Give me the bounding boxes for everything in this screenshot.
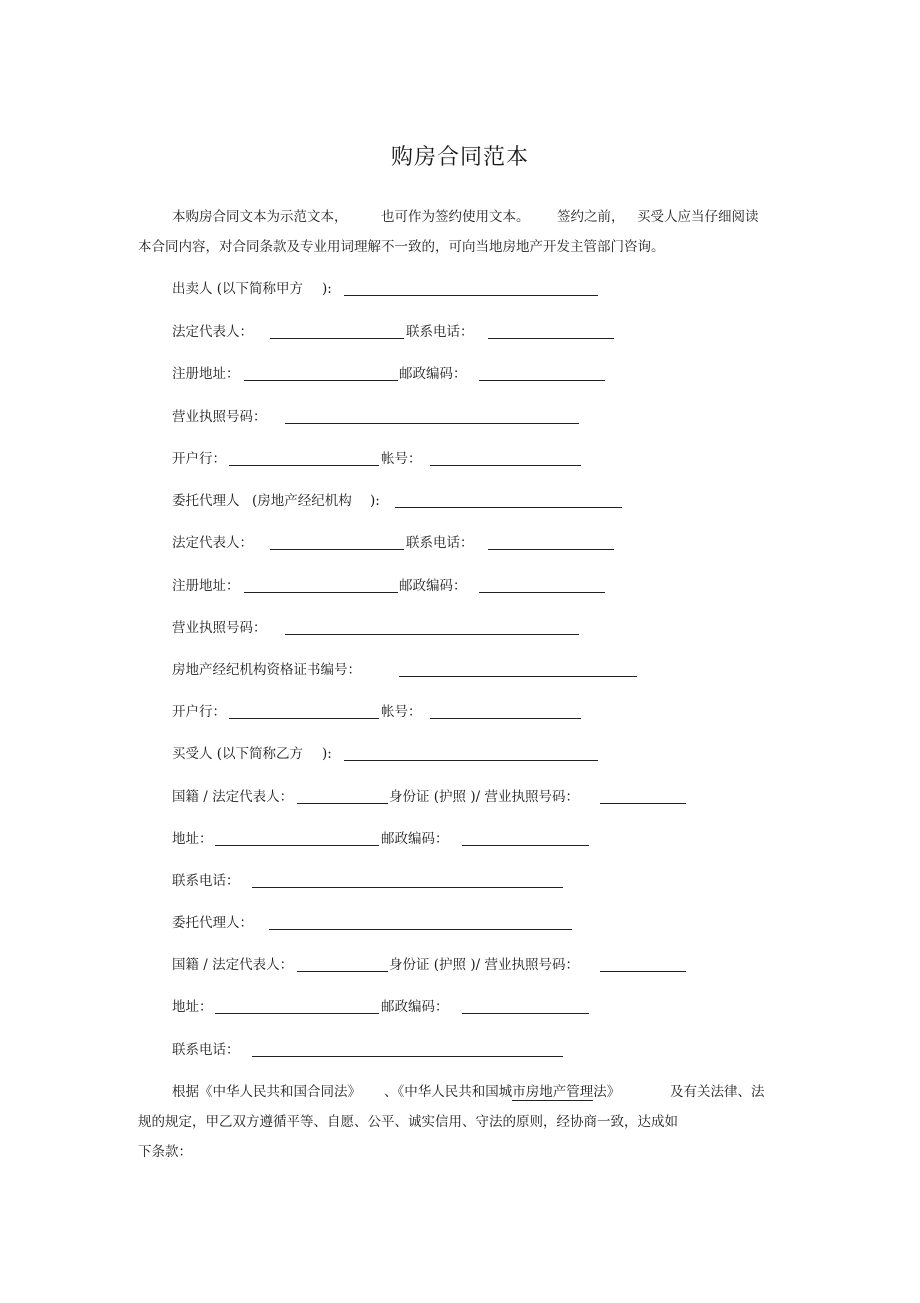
reg-address-line-2[interactable] (244, 592, 398, 593)
agent-person-line[interactable] (269, 929, 572, 930)
intro-text-1a: 本购房合同文本为示范文本， (172, 209, 348, 225)
contact-phone-label-4: 联系电话： (172, 1042, 240, 1058)
contact-phone-label-3: 联系电话： (172, 873, 240, 889)
intro-text-1c: 签约之前， (557, 209, 625, 225)
closing-text-1d: 及有关法律、法 (670, 1084, 765, 1100)
license-label-2: 营业执照号码： (172, 620, 267, 636)
reg-address-label-2: 注册地址： (172, 578, 240, 594)
account-line-2[interactable] (430, 718, 581, 719)
id-card-label-2: 身份证 (护照 )/ 营业执照号码： (389, 957, 579, 973)
postcode-line[interactable] (479, 380, 605, 381)
nationality-line[interactable] (297, 803, 388, 804)
postcode-line-2[interactable] (479, 592, 605, 593)
account-label: 帐号： (381, 451, 422, 467)
agent-line[interactable] (395, 507, 622, 508)
agent-cert-line[interactable] (399, 676, 637, 677)
id-card-line-2[interactable] (600, 971, 686, 972)
closing-text-2: 规的规定，甲乙双方遵循平等、自愿、公平、诚实信用、守法的原则，经协商一致，达成如 (138, 1114, 678, 1130)
address-label-2: 地址： (172, 999, 213, 1015)
agent-cert-label: 房地产经纪机构资格证书编号： (172, 662, 361, 678)
bank-label: 开户行： (172, 451, 226, 467)
agent-close: ): (370, 493, 380, 509)
license-line-2[interactable] (285, 634, 579, 635)
contact-phone-line[interactable] (488, 338, 614, 339)
bank-line-2[interactable] (229, 718, 379, 719)
buyer-label: 买受人 (以下简称乙方 (172, 746, 304, 762)
intro-text-1b: 也可作为签约使用文本。 (381, 209, 530, 225)
reg-address-label: 注册地址： (172, 366, 240, 382)
id-card-label: 身份证 (护照 )/ 营业执照号码： (389, 789, 579, 805)
legal-rep-label: 法定代表人： (172, 324, 253, 340)
contact-phone-line-2[interactable] (488, 549, 614, 550)
address-label: 地址： (172, 831, 213, 847)
intro-text-1d: 买受人应当仔细阅读 (637, 209, 759, 225)
closing-text-1b (384, 1082, 620, 1102)
id-card-line[interactable] (600, 803, 686, 804)
postcode-label: 邮政编码： (399, 366, 467, 382)
legal-rep-line[interactable] (270, 338, 404, 339)
buyer-close: ): (322, 746, 332, 762)
closing-text-1a: 根据《中华人民共和国合同法》 (172, 1084, 361, 1100)
closing-text-3: 下条款： (138, 1144, 192, 1160)
closing-text-1b-plain: 、《中华人民共和国城 (384, 1084, 513, 1100)
account-label-2: 帐号： (381, 704, 422, 720)
nationality-label: 国籍 / 法定代表人： (172, 789, 294, 805)
contact-phone-line-3[interactable] (252, 887, 563, 888)
legal-rep-line-2[interactable] (270, 549, 404, 550)
page-title: 购房合同范本 (390, 145, 529, 170)
seller-line[interactable] (344, 295, 598, 296)
bank-label-2: 开户行： (172, 704, 226, 720)
agent-person-label: 委托代理人： (172, 915, 253, 931)
license-label: 营业执照号码： (172, 409, 267, 425)
reg-address-line[interactable] (244, 380, 398, 381)
postcode-label-3: 邮政编码： (381, 831, 449, 847)
postcode-line-3[interactable] (462, 845, 589, 846)
seller-label: 出卖人 (以下简称甲方 (172, 281, 304, 297)
bank-line[interactable] (229, 465, 379, 466)
agent-org-label: (房地产经纪机构 (252, 493, 352, 509)
nationality-label-2: 国籍 / 法定代表人： (172, 957, 294, 973)
contact-phone-label: 联系电话： (406, 324, 474, 340)
postcode-line-4[interactable] (462, 1013, 589, 1014)
buyer-line[interactable] (344, 760, 598, 761)
agent-label: 委托代理人 (172, 493, 240, 509)
closing-text-1b-underlined: 市房地产管理 (512, 1084, 594, 1100)
postcode-label-4: 邮政编码： (381, 999, 449, 1015)
closing-text-1b-end: 法》 (593, 1084, 621, 1100)
license-line[interactable] (285, 423, 579, 424)
postcode-label-2: 邮政编码： (399, 578, 467, 594)
legal-rep-label-2: 法定代表人： (172, 535, 253, 551)
contact-phone-label-2: 联系电话： (406, 535, 474, 551)
contact-phone-line-4[interactable] (252, 1056, 563, 1057)
intro-text-2: 本合同内容，对合同条款及专业用词理解不一致的，可向当地房地产开发主管部门咨询。 (138, 239, 665, 255)
nationality-line-2[interactable] (297, 971, 388, 972)
account-line[interactable] (430, 465, 581, 466)
seller-close: ): (322, 281, 332, 297)
address-line[interactable] (215, 845, 379, 846)
address-line-2[interactable] (215, 1013, 379, 1014)
